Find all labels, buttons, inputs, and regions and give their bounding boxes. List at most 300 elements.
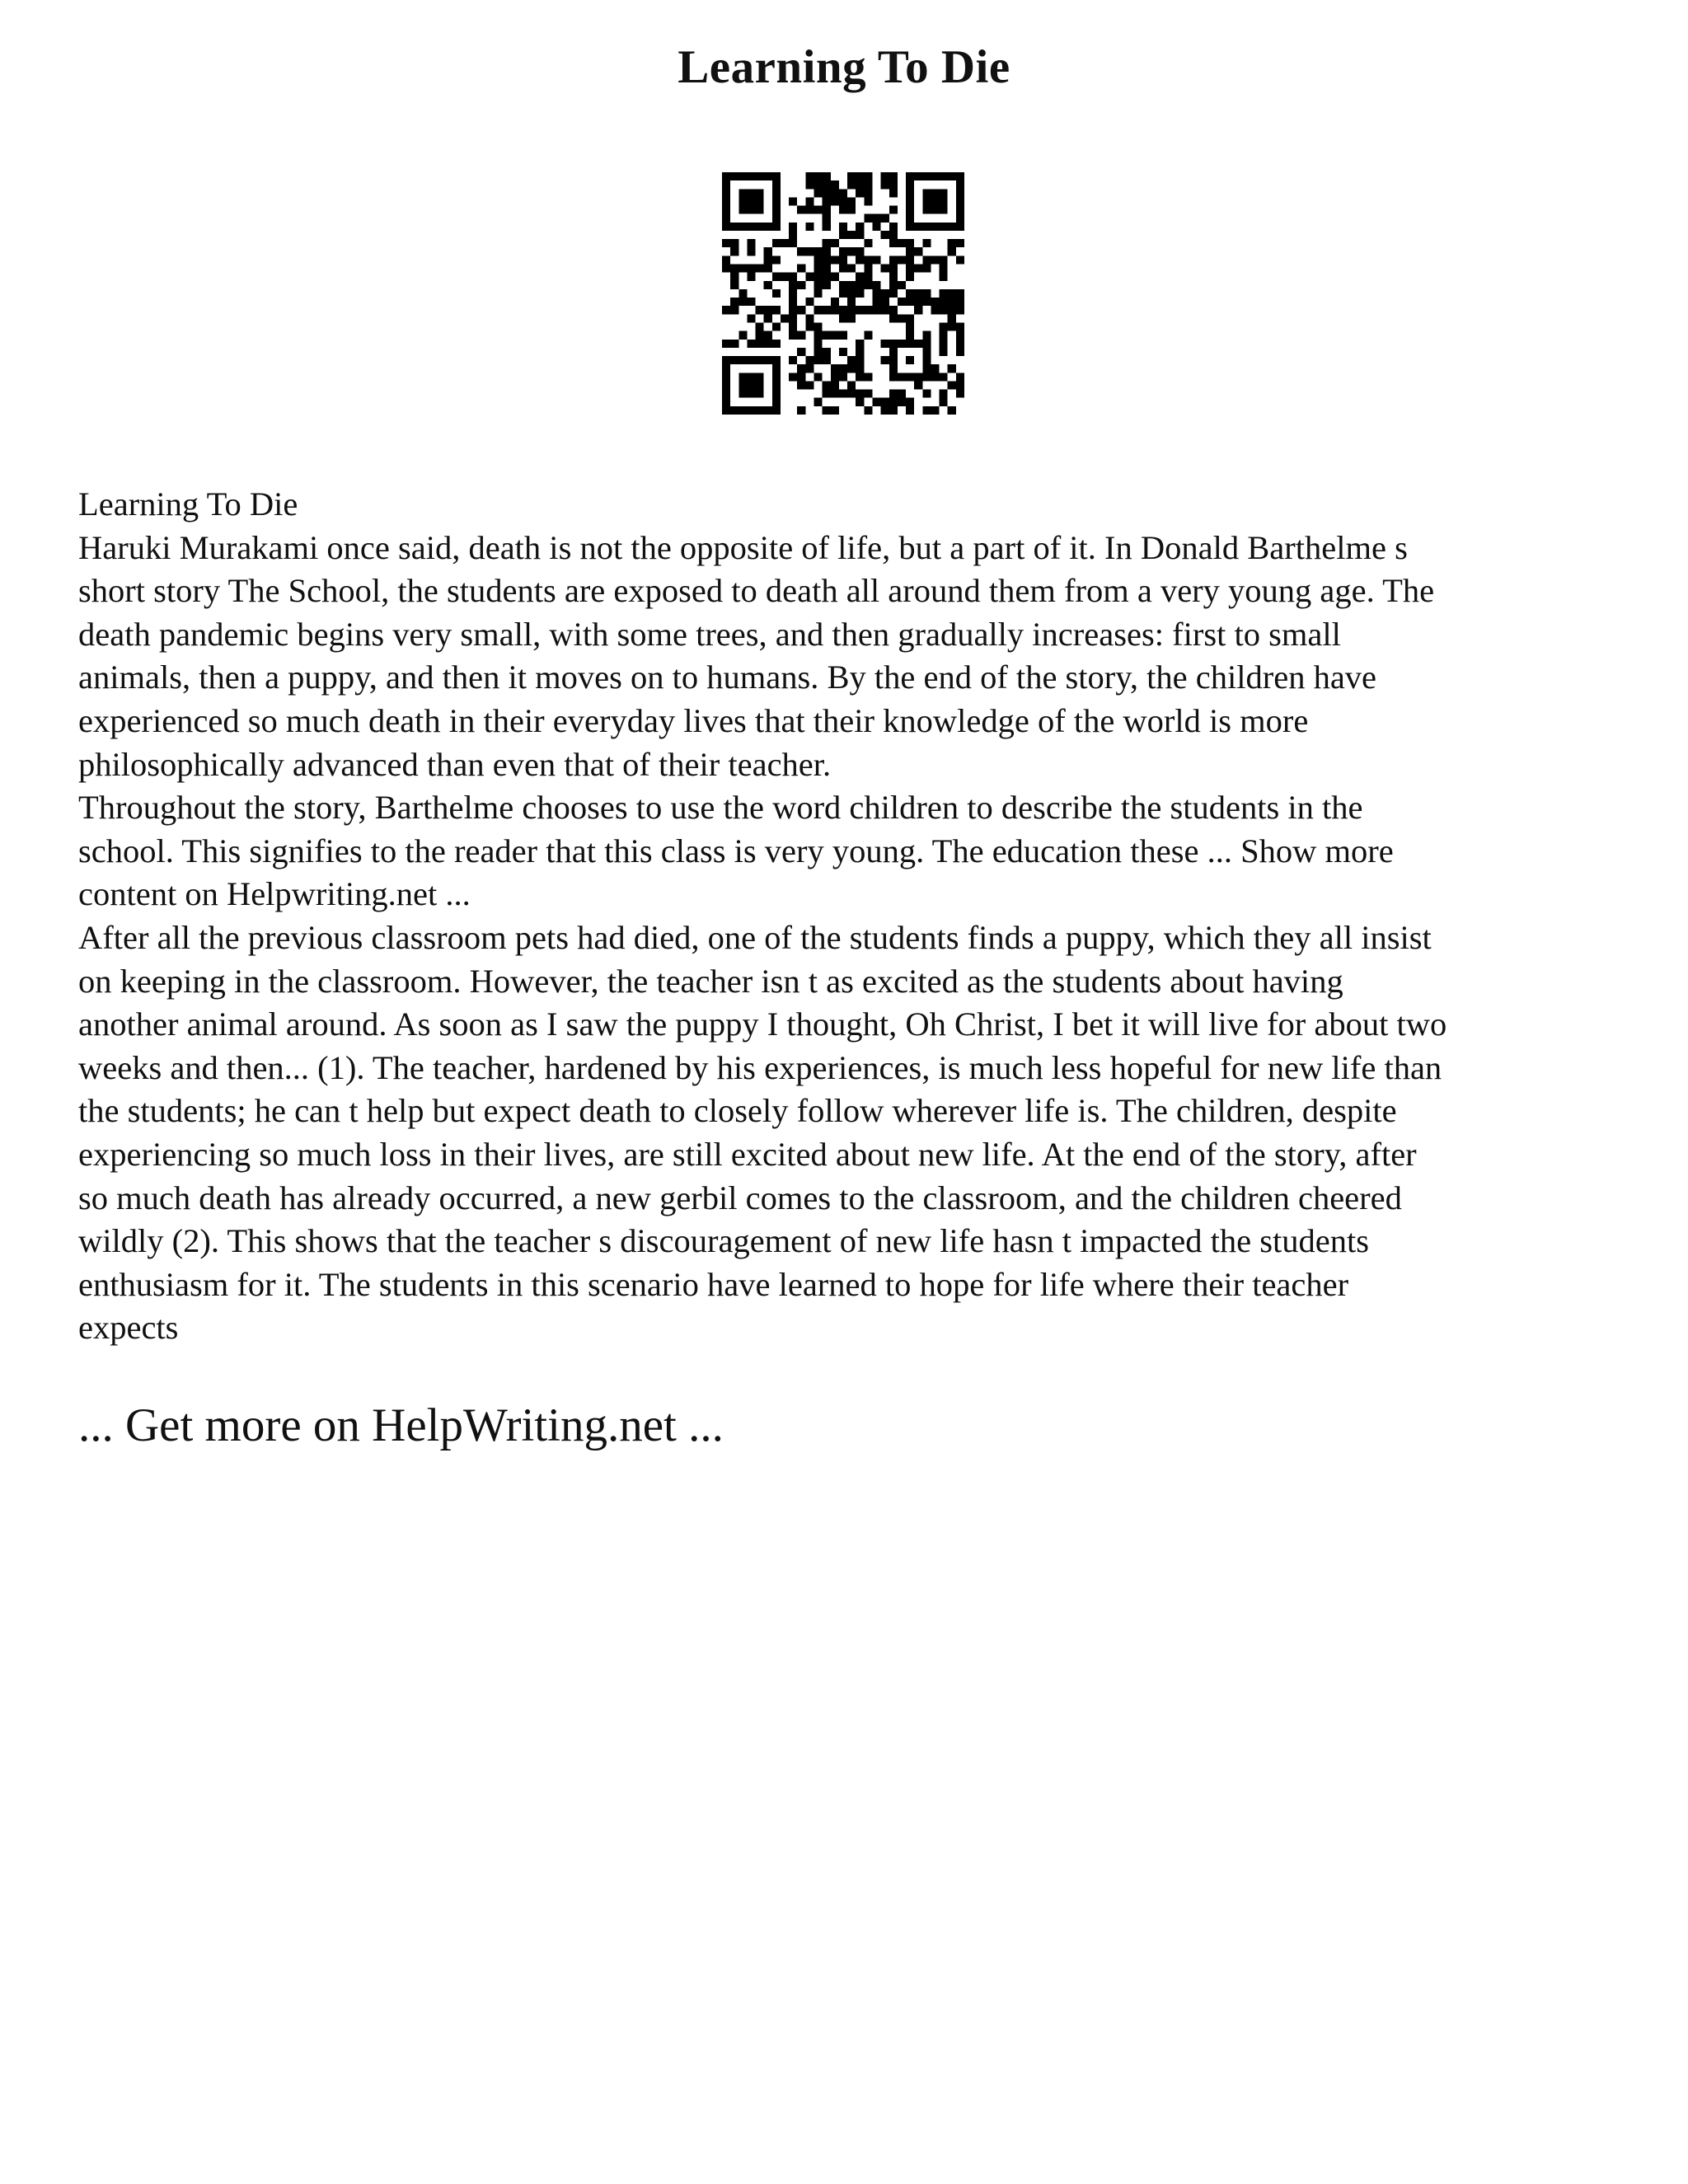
qr-module	[864, 180, 872, 189]
qr-module	[931, 306, 939, 314]
qr-module	[922, 172, 931, 180]
qr-module	[956, 239, 964, 247]
qr-code-graphic	[722, 172, 964, 415]
qr-module	[756, 390, 764, 398]
body-line: the students; he can t help but expect death to closely follow wherever life is. The children, despite	[78, 1092, 1397, 1130]
qr-module	[789, 298, 797, 306]
qr-module	[881, 356, 889, 364]
qr-module	[872, 398, 880, 406]
qr-module	[956, 340, 964, 348]
qr-module	[872, 214, 880, 223]
qr-module	[805, 298, 814, 306]
qr-module	[839, 206, 847, 214]
qr-module	[756, 322, 764, 330]
qr-module	[738, 289, 747, 298]
qr-module	[881, 298, 889, 306]
qr-module	[898, 298, 906, 306]
qr-module	[856, 364, 864, 373]
qr-module	[738, 197, 747, 205]
qr-module	[722, 255, 730, 264]
qr-module	[940, 172, 948, 180]
document-body	[78, 483, 1628, 1350]
qr-module	[738, 298, 747, 306]
qr-module	[814, 273, 823, 281]
qr-module	[722, 390, 730, 398]
qr-module	[722, 381, 730, 389]
qr-module	[847, 247, 856, 255]
body-line: animals, then a puppy, and then it moves on to humans. By the end of the story, the children have	[78, 658, 1377, 696]
qr-module	[856, 390, 864, 398]
qr-module	[847, 172, 856, 180]
qr-module	[789, 281, 797, 289]
qr-module	[856, 231, 864, 239]
qr-module	[906, 289, 914, 298]
qr-module	[772, 356, 781, 364]
qr-module	[948, 322, 956, 330]
qr-module	[831, 390, 839, 398]
qr-code-icon	[722, 172, 964, 415]
qr-module	[956, 214, 964, 223]
qr-module	[764, 281, 772, 289]
qr-module	[738, 223, 747, 231]
qr-module	[722, 373, 730, 381]
qr-module	[730, 273, 738, 281]
qr-module	[881, 231, 889, 239]
qr-module	[814, 281, 823, 289]
qr-module	[797, 331, 805, 340]
qr-module	[747, 189, 755, 197]
qr-module	[756, 340, 764, 348]
qr-module	[856, 273, 864, 281]
qr-module	[931, 364, 939, 373]
qr-module	[805, 314, 814, 322]
qr-module	[764, 356, 772, 364]
qr-module	[864, 255, 872, 264]
qr-module	[814, 331, 823, 340]
body-line: Haruki Murakami once said, death is not the opposite of life, but a part of it. In Donald Barthelme s	[78, 528, 1408, 566]
qr-module	[772, 373, 781, 381]
qr-module	[823, 381, 831, 389]
qr-module	[940, 322, 948, 330]
qr-module	[839, 364, 847, 373]
qr-module	[839, 223, 847, 231]
qr-module	[940, 273, 948, 281]
qr-module	[889, 223, 898, 231]
qr-module	[889, 255, 898, 264]
qr-module	[823, 189, 831, 197]
qr-module	[931, 406, 939, 415]
qr-module	[747, 356, 755, 364]
qr-module	[922, 298, 931, 306]
qr-module	[864, 172, 872, 180]
qr-module	[898, 390, 906, 398]
qr-module	[823, 406, 831, 415]
qr-module	[747, 223, 755, 231]
qr-module	[797, 373, 805, 381]
qr-module	[889, 289, 898, 298]
qr-module	[814, 180, 823, 189]
qr-module	[864, 281, 872, 289]
qr-module	[847, 314, 856, 322]
qr-module	[814, 306, 823, 314]
qr-module	[898, 340, 906, 348]
qr-module	[889, 306, 898, 314]
body-line: so much death has already occurred, a new gerbil comes to the classroom, and the children cheered	[78, 1179, 1402, 1216]
qr-module	[756, 223, 764, 231]
qr-module	[814, 373, 823, 381]
qr-module	[956, 223, 964, 231]
qr-module	[898, 281, 906, 289]
qr-module	[956, 306, 964, 314]
qr-module	[823, 255, 831, 264]
qr-module	[906, 265, 914, 273]
qr-module	[847, 306, 856, 314]
qr-module	[922, 364, 931, 373]
qr-module	[823, 214, 831, 223]
qr-module	[881, 340, 889, 348]
qr-module	[922, 390, 931, 398]
qr-module	[756, 206, 764, 214]
qr-module	[948, 381, 956, 389]
qr-module	[856, 373, 864, 381]
qr-module	[940, 373, 948, 381]
body-line: philosophically advanced than even that of their teacher.	[78, 745, 832, 783]
qr-module	[823, 223, 831, 231]
qr-module	[898, 314, 906, 322]
qr-module	[805, 206, 814, 214]
qr-module	[772, 214, 781, 223]
qr-module	[772, 364, 781, 373]
qr-module	[856, 340, 864, 348]
qr-module	[747, 390, 755, 398]
qr-module	[789, 306, 797, 314]
qr-module	[747, 373, 755, 381]
qr-module	[864, 239, 872, 247]
qr-module	[881, 265, 889, 273]
qr-module	[722, 340, 730, 348]
qr-module	[764, 255, 772, 264]
qr-module	[906, 247, 914, 255]
qr-module	[864, 197, 872, 205]
qr-module	[747, 247, 755, 255]
qr-module	[914, 298, 922, 306]
qr-module	[747, 314, 755, 322]
qr-module	[839, 247, 847, 255]
qr-module	[814, 206, 823, 214]
qr-module	[948, 247, 956, 255]
qr-module	[831, 273, 839, 281]
body-line: content on Helpwriting.net ...	[78, 875, 471, 913]
qr-module	[747, 298, 755, 306]
qr-module	[889, 364, 898, 373]
qr-module	[738, 406, 747, 415]
qr-module	[856, 180, 864, 189]
qr-module	[730, 306, 738, 314]
qr-module	[914, 172, 922, 180]
qr-module	[823, 348, 831, 356]
qr-module	[922, 189, 931, 197]
qr-module	[764, 314, 772, 322]
qr-module	[730, 223, 738, 231]
qr-module	[889, 189, 898, 197]
qr-module	[747, 172, 755, 180]
body-line: short story The School, the students are exposed to death all around them from a very young age. The	[78, 572, 1435, 610]
qr-module	[906, 223, 914, 231]
qr-module	[881, 398, 889, 406]
qr-module	[823, 172, 831, 180]
qr-module	[940, 331, 948, 340]
qr-module	[940, 206, 948, 214]
helpwriting-link[interactable]: ... Get more on HelpWriting.net ...	[78, 1399, 724, 1451]
qr-module	[831, 298, 839, 306]
qr-module	[856, 281, 864, 289]
qr-module	[906, 314, 914, 322]
qr-module	[940, 298, 948, 306]
qr-module	[847, 265, 856, 273]
qr-module	[797, 247, 805, 255]
qr-module	[823, 180, 831, 189]
qr-module	[940, 390, 948, 398]
qr-module	[823, 206, 831, 214]
qr-module	[898, 398, 906, 406]
qr-module	[931, 206, 939, 214]
qr-module	[906, 239, 914, 247]
qr-module	[823, 247, 831, 255]
qr-module	[722, 223, 730, 231]
qr-module	[948, 314, 956, 322]
qr-module	[914, 340, 922, 348]
qr-module	[831, 364, 839, 373]
qr-module	[797, 265, 805, 273]
body-line: enthusiasm for it. The students in this scenario have learned to hope for life where their teacher	[78, 1265, 1349, 1303]
qr-module	[747, 197, 755, 205]
qr-module	[839, 373, 847, 381]
qr-module	[906, 322, 914, 330]
qr-module	[889, 398, 898, 406]
qr-module	[906, 255, 914, 264]
qr-module	[856, 348, 864, 356]
qr-module	[738, 172, 747, 180]
qr-module	[839, 348, 847, 356]
qr-module	[889, 231, 898, 239]
qr-module	[881, 214, 889, 223]
qr-module	[889, 172, 898, 180]
qr-module	[772, 322, 781, 330]
qr-module	[831, 197, 839, 205]
qr-module	[814, 265, 823, 273]
qr-module	[730, 247, 738, 255]
qr-module	[722, 172, 730, 180]
qr-module	[747, 273, 755, 281]
qr-module	[772, 306, 781, 314]
qr-module	[805, 247, 814, 255]
qr-module	[839, 265, 847, 273]
qr-module	[856, 398, 864, 406]
qr-module	[797, 348, 805, 356]
qr-module	[889, 406, 898, 415]
qr-module	[922, 197, 931, 205]
qr-module	[940, 306, 948, 314]
body-line: After all the previous classroom pets had died, one of the students finds a puppy, which they all insist	[78, 918, 1432, 956]
qr-module	[956, 197, 964, 205]
qr-module	[831, 189, 839, 197]
qr-module	[839, 281, 847, 289]
qr-module	[730, 340, 738, 348]
qr-module	[864, 189, 872, 197]
qr-module	[789, 231, 797, 239]
qr-module	[831, 180, 839, 189]
qr-module	[772, 406, 781, 415]
qr-module	[914, 223, 922, 231]
qr-module	[823, 197, 831, 205]
qr-module	[956, 322, 964, 330]
qr-module	[781, 314, 789, 322]
qr-module	[889, 340, 898, 348]
qr-module	[805, 197, 814, 205]
qr-module	[940, 348, 948, 356]
qr-module	[940, 223, 948, 231]
qr-module	[956, 348, 964, 356]
qr-module	[772, 289, 781, 298]
qr-module	[831, 331, 839, 340]
qr-module	[889, 265, 898, 273]
qr-module	[831, 255, 839, 264]
qr-module	[906, 331, 914, 340]
qr-module	[872, 255, 880, 264]
qr-module	[931, 373, 939, 381]
qr-module	[914, 289, 922, 298]
qr-module	[864, 373, 872, 381]
qr-module	[922, 356, 931, 364]
qr-module	[922, 206, 931, 214]
qr-module	[839, 231, 847, 239]
qr-module	[864, 390, 872, 398]
body-line: expects	[78, 1309, 179, 1347]
qr-module	[864, 306, 872, 314]
qr-module	[797, 381, 805, 389]
qr-module	[948, 306, 956, 314]
qr-module	[889, 390, 898, 398]
qr-module	[831, 306, 839, 314]
qr-module	[906, 273, 914, 281]
qr-module	[889, 273, 898, 281]
qr-module	[789, 223, 797, 231]
qr-module	[872, 281, 880, 289]
qr-module	[847, 356, 856, 364]
qr-module	[730, 356, 738, 364]
qr-module	[730, 406, 738, 415]
qr-module	[889, 180, 898, 189]
body-line: school. This signifies to the reader that this class is very young. The education these ... Show more	[78, 832, 1394, 869]
qr-module	[881, 306, 889, 314]
qr-module	[722, 398, 730, 406]
qr-module	[864, 331, 872, 340]
qr-module	[881, 406, 889, 415]
qr-module	[747, 340, 755, 348]
qr-module	[872, 306, 880, 314]
qr-module	[931, 223, 939, 231]
qr-module	[956, 373, 964, 381]
qr-module	[889, 348, 898, 356]
qr-module	[756, 189, 764, 197]
qr-module	[906, 373, 914, 381]
qr-module	[948, 298, 956, 306]
qr-module	[814, 348, 823, 356]
qr-module	[889, 239, 898, 247]
qr-module	[756, 197, 764, 205]
qr-module	[805, 273, 814, 281]
qr-module	[805, 180, 814, 189]
qr-module	[956, 390, 964, 398]
qr-module	[872, 223, 880, 231]
qr-module	[922, 223, 931, 231]
qr-module	[847, 298, 856, 306]
qr-module	[772, 206, 781, 214]
qr-module	[764, 172, 772, 180]
qr-module	[831, 239, 839, 247]
qr-module	[914, 265, 922, 273]
qr-module	[823, 390, 831, 398]
qr-module	[906, 189, 914, 197]
qr-module	[781, 239, 789, 247]
qr-module	[764, 406, 772, 415]
qr-module	[797, 364, 805, 373]
qr-module	[898, 239, 906, 247]
qr-module	[823, 273, 831, 281]
qr-module	[948, 406, 956, 415]
qr-module	[839, 197, 847, 205]
qr-module	[797, 406, 805, 415]
qr-module	[805, 172, 814, 180]
qr-module	[847, 281, 856, 289]
qr-module	[922, 406, 931, 415]
qr-module	[847, 206, 856, 214]
qr-module	[940, 197, 948, 205]
qr-module	[889, 356, 898, 364]
qr-module	[814, 255, 823, 264]
qr-module	[814, 189, 823, 197]
qr-module	[956, 381, 964, 389]
qr-module	[948, 364, 956, 373]
qr-module	[738, 331, 747, 340]
qr-module	[914, 373, 922, 381]
qr-module	[956, 298, 964, 306]
qr-module	[906, 172, 914, 180]
qr-module	[922, 373, 931, 381]
body-line: experiencing so much loss in their lives, are still excited about new life. At the end of the story, after	[78, 1135, 1417, 1173]
qr-module	[764, 306, 772, 314]
qr-module	[847, 180, 856, 189]
qr-module	[814, 356, 823, 364]
qr-module	[738, 265, 747, 273]
qr-module	[906, 406, 914, 415]
qr-module	[847, 231, 856, 239]
qr-module	[948, 289, 956, 298]
qr-module	[906, 180, 914, 189]
qr-module	[864, 273, 872, 281]
qr-module	[730, 239, 738, 247]
qr-module	[814, 172, 823, 180]
qr-module	[839, 331, 847, 340]
qr-module	[922, 348, 931, 356]
qr-module	[747, 406, 755, 415]
body-line: wildly (2). This shows that the teacher s discouragement of new life hasn t impacted the students	[78, 1222, 1369, 1260]
qr-module	[906, 214, 914, 223]
body-line: weeks and then... (1). The teacher, hardened by his experiences, is much less hopeful for new life than	[78, 1048, 1442, 1086]
qr-module	[772, 398, 781, 406]
qr-module	[722, 180, 730, 189]
qr-module	[764, 331, 772, 340]
